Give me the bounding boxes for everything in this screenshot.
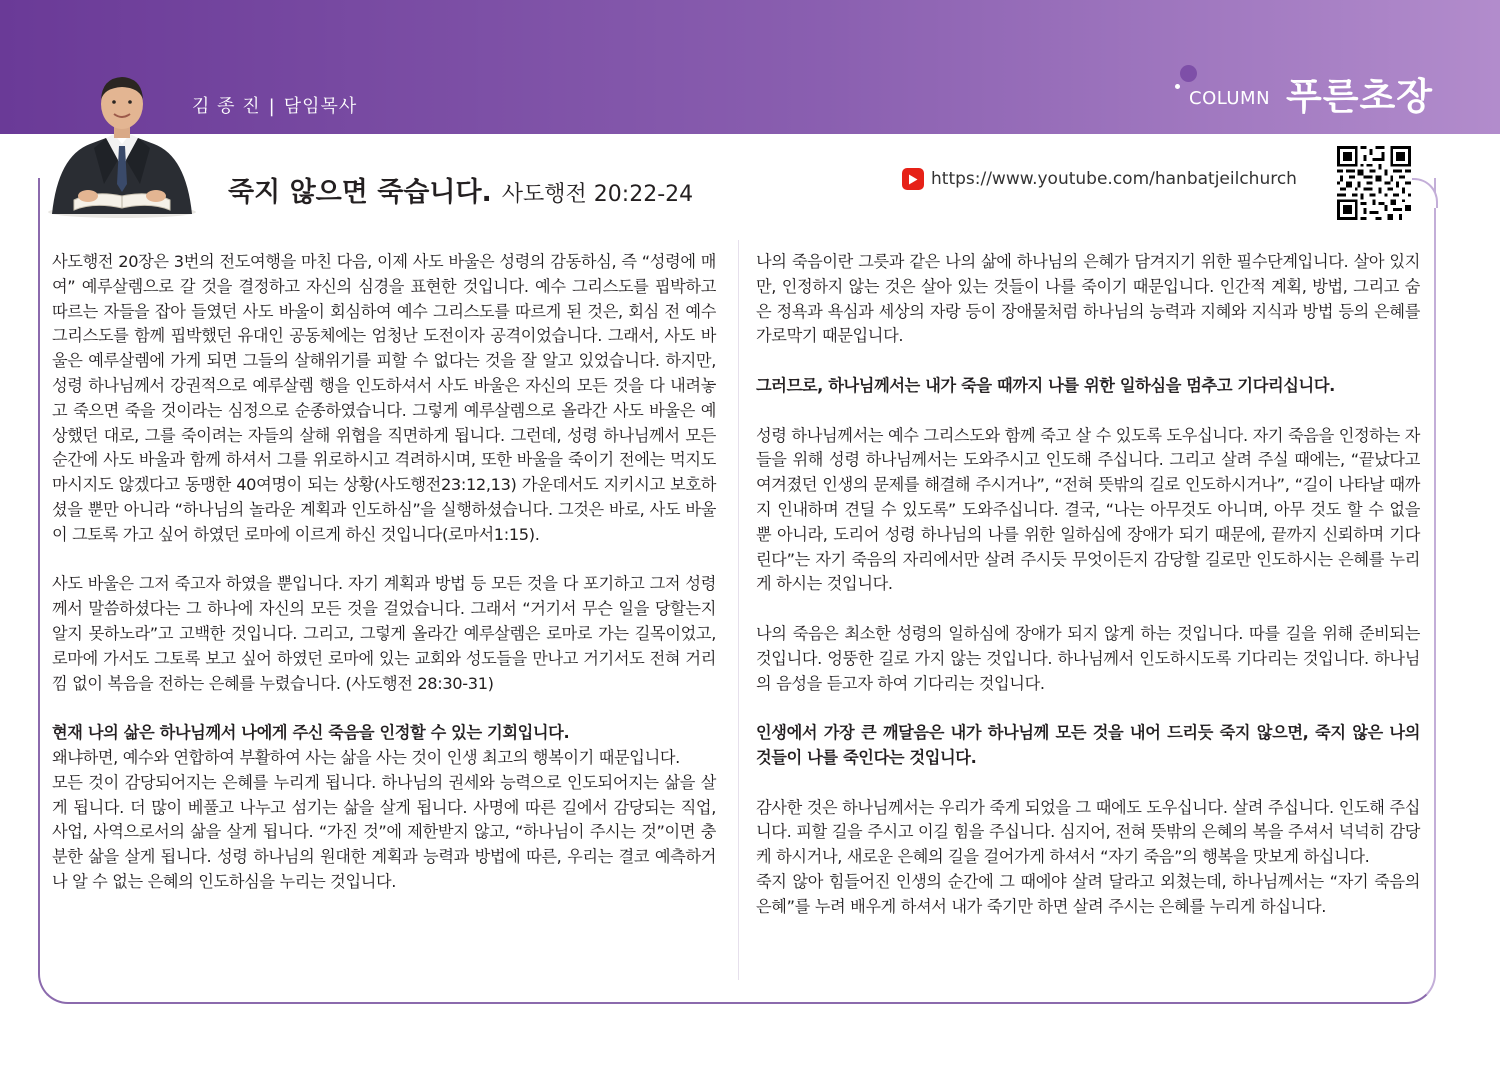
column-small-dot-icon	[1175, 84, 1180, 89]
youtube-url[interactable]: https://www.youtube.com/hanbatjeilchurch	[931, 169, 1297, 189]
paragraph: 감사한 것은 하나님께서는 우리가 죽게 되었을 그 때에도 도우십니다. 살려 주십니다. 인도해 주십니다. 피할 길을 주시고 이길 힘을 주십니다. 심지어, 전혀 뜻밖의 은혜의 복을 주셔서 넉넉히 감당케 하시거나, 새로운 은혜의 길을 걸어가게 하셔서 “자기 죽음”의 행복을 맛보게 하십니다.	[756, 797, 1420, 867]
scripture-reference: 사도행전 20:22-24	[501, 182, 694, 207]
section-heading: 현재 나의 삶은 하나님께서 나에게 주신 죽음을 인정할 수 있는 기회입니다.	[52, 723, 570, 743]
column-divider	[738, 240, 739, 980]
paragraph: 사도 바울은 그저 죽고자 하였을 뿐입니다. 자기 계획과 방법 등 모든 것을 다 포기하고 그저 성령께서 말씀하셨다는 그 하나에 자신의 모든 것을 걸었습니다. 그래서 “거기서 무슨 일을 당할는지 알지 못하노라”고 고백한 것입니다. 그리고, 그렇게 올라간 예루살렘은 로마로 가는 길목이었고, 로마에 가서도 그토록 보고 싶어 하였던 로마에 있는 교회와 성도들을 만나고 거기서도 전혀 거리낌 없이 복음을 전하는 은혜를 누렸습니다. (사도행전 28:30-31)	[52, 574, 716, 693]
emphasis-statement: 인생에서 가장 큰 깨달음은 내가 하나님께 모든 것을 내어 드리듯 죽지 않으면, 죽지 않은 나의 것들이 나를 죽인다는 것입니다.	[756, 723, 1420, 767]
sermon-title: 죽지 않으면 죽습니다.	[228, 177, 492, 208]
paragraph: 사도행전 20장은 3번의 전도여행을 마친 다음, 이제 사도 바울은 성령의 감동하심, 즉 “성령에 매여” 예루살렘으로 갈 것을 결정하고 자신의 심경을 표현한 것입니다. 예수 그리스도를 핍박하고 따르는 자들을 잡아 들였던 사도 바울이 회심하여 예수 그리스도를 따르게 된 것은, 회심 전 예수 그리스도를 함께 핍박했던 유대인 공동체에는 엄청난 도전이자 공격이었습니다. 그래서, 사도 바울은 예루살렘에 가게 되면 그들의 살해위기를 피할 수 없다는 것을 잘 알고 있었습니다. 하지만, 성령 하나님께서 강권적으로 예루살렘 행을 인도하셔서 사도 바울은 자신의 모든 것을 다 내려놓고 죽으면 죽을 것이라는 심정으로 순종하였습니다. 그렇게 예루살렘으로 올라간 사도 바울은 예상했던 대로, 그를 죽이려는 자들의 살해 위협을 직면하게 됩니다. 그런데, 성령 하나님께서 모든 순간에 사도 바울과 함께 하셔서 그를 위로하시고 격려하시며, 또한 바울을 죽이기 전에는 먹지도 마시지도 않겠다고 동맹한 40여명이 되는 상황(사도행전23:12,13) 가운데서도 지키시고 보호하셨을 뿐만 아니라 “하나님의 놀라운 계획과 인도하심”을 실행하셨습니다. 그것은 바로, 사도 바울이 그토록 가고 싶어 하였던 로마에 이르게 하신 것입니다(로마서1:15).	[52, 252, 716, 544]
emphasis-statement: 그러므로, 하나님께서는 내가 죽을 때까지 나를 위한 일하심을 멈추고 기다리십니다.	[756, 375, 1335, 395]
column-dot-icon	[1180, 65, 1197, 82]
paragraph: 나의 죽음은 최소한 성령의 일하심에 장애가 되지 않게 하는 것입니다. 따를 길을 위해 준비되는 것입니다. 엉뚱한 길로 가지 않는 것입니다. 하나님께서 인도하시도록 기다리는 것입니다. 하나님의 음성을 듣고자 하여 기다리는 것입니다.	[756, 623, 1420, 693]
paragraph: 모든 것이 감당되어지는 은혜를 누리게 됩니다. 하나님의 권세와 능력으로 인도되어지는 삶을 살게 됩니다. 더 많이 베풀고 나누고 섬기는 삶을 살게 됩니다. 사명에 따른 길에서 감당되는 직업, 사업, 사역으로서의 삶을 살게 됩니다. “가진 것”에 제한받지 않고, “하나님이 주시는 것”이면 충분한 삶을 살게 됩니다. 성령 하나님의 원대한 계획과 능력과 방법에 따른, 우리는 결코 예측하거나 알 수 없는 은혜의 인도하심을 누리는 것입니다.	[52, 772, 716, 891]
paragraph: 성령 하나님께서는 예수 그리스도와 함께 죽고 살 수 있도록 도우십니다. 자기 죽음을 인정하는 자들을 위해 성령 하나님께서는 도와주시고 인도해 주십니다. 그리고 살려 주실 때에는, “끝났다고 여겨졌던 인생의 문제를 해결해 주시거나”, “전혀 뜻밖의 길로 인도하시거나”, “길이 나타날 때까지 인내하며 견딜 수 있도록” 도와주십니다. 결국, “나는 아무것도 아니며, 아무 것도 할 수 없을 뿐 아니라, 도리어 성령 하나님의 나를 위한 일하심에 장애가 되기 때문에, 끝까지 신뢰하며 기다린다”는 자기 죽음의 자리에서만 살려 주시듯 무엇이든지 감당할 길로만 인도하시는 은혜를 누리게 하시는 것입니다.	[756, 425, 1420, 594]
right-column	[756, 250, 1420, 920]
paragraph: 죽지 않아 힘들어진 인생의 순간에 그 때에야 살려 달라고 외쳤는데, 하나님께서는 “자기 죽음의 은혜”를 누려 배우게 하셔서 내가 죽기만 하면 살려 주시는 은혜를 누리게 하십니다.	[756, 871, 1420, 916]
paragraph: 왜냐하면, 예수와 연합하여 부활하여 사는 삶을 사는 것이 인생 최고의 행복이기 때문입니다.	[52, 747, 680, 767]
left-column	[52, 250, 716, 895]
author-separator: |	[268, 96, 276, 117]
column-label: COLUMN	[1189, 88, 1271, 109]
author-name: 김 종 진	[192, 96, 261, 117]
author-role: 담임목사	[283, 96, 358, 117]
author-byline	[192, 92, 357, 118]
paragraph: 나의 죽음이란 그릇과 같은 나의 삶에 하나님의 은혜가 담겨지기 위한 필수단계입니다. 살아 있지만, 인정하지 않는 것은 살아 있는 것들이 나를 죽이기 때문입니다. 인간적 계획, 방법, 그리고 숨은 정욕과 욕심과 세상의 자랑 등이 장애물처럼 하나님의 능력과 지혜와 지식과 방법 등의 은혜를 가로막기 때문입니다.	[756, 252, 1420, 346]
column-title: 푸른초장	[1286, 75, 1433, 118]
